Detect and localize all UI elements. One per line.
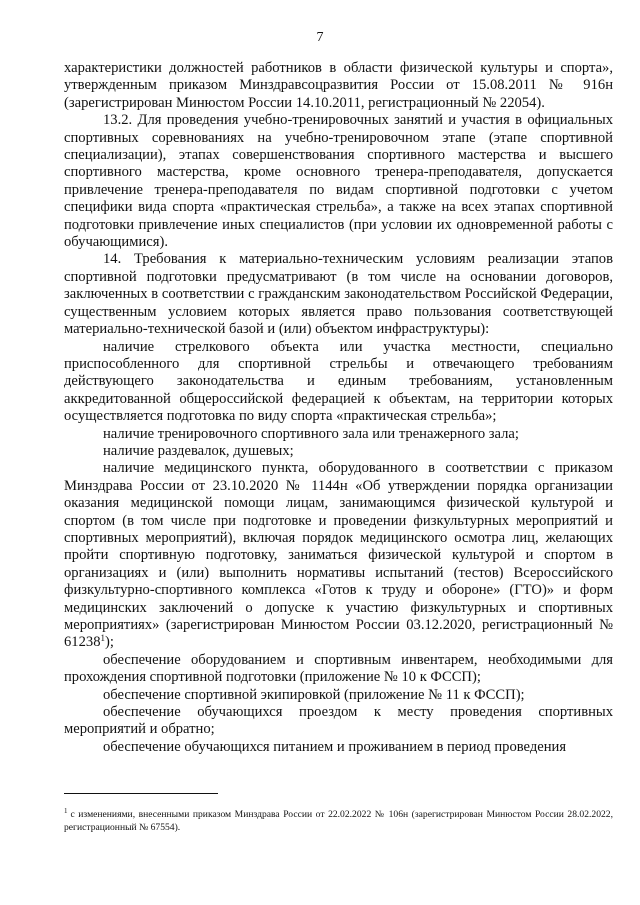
list-item-medical-point <box>64 460 613 651</box>
list-item-training-hall: наличие тренировочного спортивного зала или тренажерного зала; <box>103 425 519 442</box>
footnote-reference: 1 <box>100 633 105 644</box>
footnote <box>64 808 613 834</box>
paragraph-continuation: характеристики должностей работников в области физической культуры и спорта», утвержденным приказом Минздравсоцразвития России от 15.08.2011 № 916н (зарегистрирован Минюстом России 14.10.2011, регистрационный № 22054). <box>64 60 613 111</box>
list-item-food-lodging: обеспечение обучающихся питанием и проживанием в период проведения <box>103 738 567 755</box>
footnote-divider <box>64 793 218 794</box>
paragraph-14: 14. Требования к материально-техническим условиям реализации этапов спортивной подготовки предусматривают (в том числе на основании договоров, заключенных в соответствии с гражданским законодательством Российской Федерации, существенным условием которых является право пользования соответствующей материально-технической базой и (или) объектом инфраструктуры): <box>64 251 613 338</box>
paragraph-13-2: 13.2. Для проведения учебно-тренировочных занятий и участия в официальных спортивных соревнованиях на учебно-тренировочном этапе (этапе спортивной специализации), этапах совершенствования спортивного мастерства и высшего спортивного мастерства, кроме основного тренера-преподавателя, допускается привлечение тренера-преподавателя по видам спортивной подготовки с учетом специфики вида спорта «практическая стрельба», а также на всех этапах спортивной подготовки привлечение иных специалистов (при условии их одновременной работы с обучающимися). <box>64 112 613 251</box>
list-item-equipment: обеспечение оборудованием и спортивным инвентарем, необходимыми для прохождения спортивной подготовки (приложение № 10 к ФССП); <box>64 651 613 686</box>
medical-point-text: наличие медицинского пункта, оборудованного в соответствии с приказом Минздрава России от 23.10.2020 № 1144н «Об утверждении порядка организации оказания медицинской помощи лицам, занимающимся физической культурой и спортом (в том числе при подготовке и проведении физкультурных мероприятий и спортивных мероприятий), включая порядок медицинского осмотра лиц, желающих пройти спортивную подготовку, заниматься физической культурой и спортом в организациях и (или) выполнить нормативы испытаний (тестов) Всероссийского физкультурно-спортивного комплекса «Готов к труду и обороне» (ГТО)» и форм медицинских заключений о допуске к участию физкультурных и спортивных мероприятиях» (зарегистрирован Минюстом России 03.12.2020, регистрационный № 61238 <box>64 460 613 651</box>
body-text <box>64 60 613 756</box>
list-item-locker-rooms: наличие раздевалок, душевых; <box>103 442 294 459</box>
list-item-outfit: обеспечение спортивной экипировкой (приложение № 11 к ФССП); <box>103 686 525 703</box>
list-item-shooting-range: наличие стрелкового объекта или участка местности, специально приспособленного для спортивной стрельбы и отвечающего требованиям действующего законодательства и единым требованиям, установленным аккредитованной общероссийской федерацией к объектам, на территории которых осуществляется подготовка по виду спорта «практическая стрельба»; <box>64 338 613 425</box>
footnote-mark: 1 <box>64 807 68 815</box>
page-number: 7 <box>316 30 324 45</box>
list-item-travel: обеспечение обучающихся проездом к месту проведения спортивных мероприятий и обратно; <box>64 704 613 738</box>
footnote-text: с изменениями, внесенными приказом Минздрава России от 22.02.2022 № 106н (зарегистрирован Минюстом России 28.02.2022, регистрационный № 67554). <box>64 809 613 833</box>
medical-point-tail: ); <box>104 634 114 651</box>
